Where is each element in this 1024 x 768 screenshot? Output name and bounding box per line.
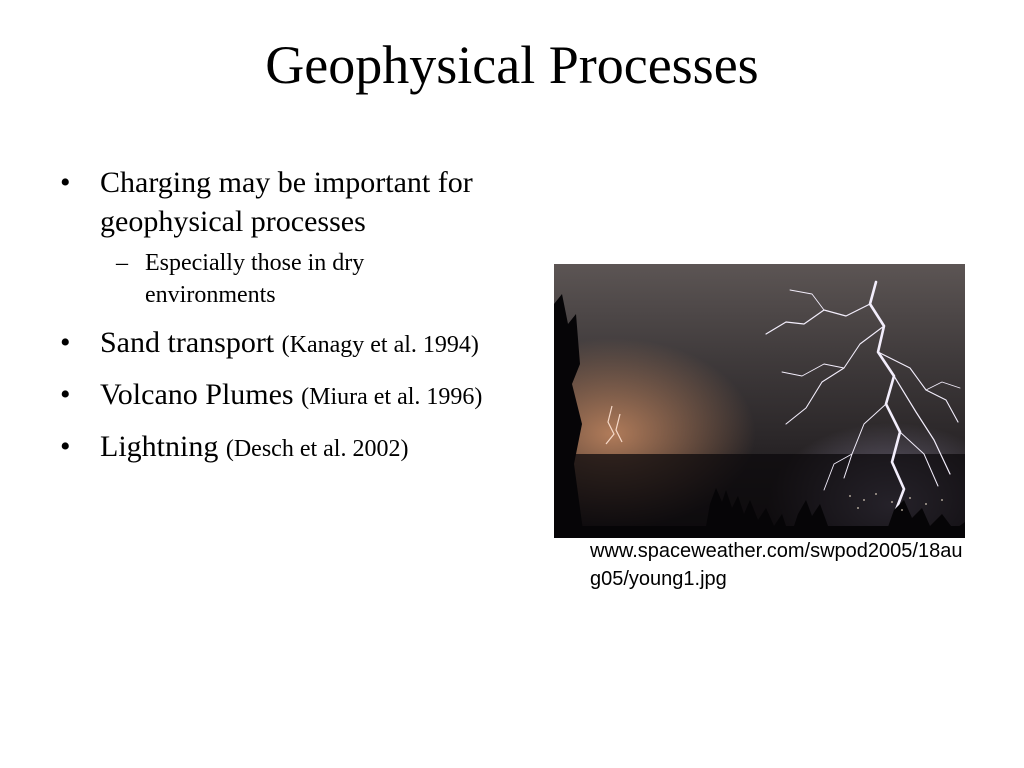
bullet-citation: (Kanagy et al. 1994) bbox=[281, 332, 479, 358]
bullet-dot: • bbox=[60, 430, 71, 463]
bullet-list bbox=[60, 163, 500, 479]
bullet-text: Charging may be important for geophysical processes bbox=[100, 166, 473, 238]
bullet-item bbox=[60, 323, 500, 365]
bullet-dot: • bbox=[60, 326, 71, 359]
sub-bullet-dash: – bbox=[116, 250, 128, 276]
bullet-item bbox=[60, 375, 500, 417]
bullet-dot: • bbox=[60, 378, 71, 411]
lightning-photo bbox=[554, 264, 965, 538]
bullet-text: Lightning bbox=[100, 430, 219, 463]
bullet-text: Volcano Plumes bbox=[100, 378, 294, 411]
bullet-citation: (Desch et al. 2002) bbox=[225, 436, 409, 462]
bullet-item bbox=[60, 163, 500, 241]
bullet-text: Sand transport bbox=[100, 326, 275, 359]
bullet-dot: • bbox=[60, 166, 71, 199]
bullet-citation: (Miura et al. 1996) bbox=[301, 384, 483, 410]
sub-bullet-text: Especially those in dry environments bbox=[145, 250, 365, 308]
image-source-caption: www.spaceweather.com/swpod2005/18aug05/young1.jpg bbox=[590, 540, 963, 590]
bullet-item bbox=[60, 427, 500, 469]
slide-title: Geophysical Processes bbox=[265, 35, 759, 95]
sub-bullet-item bbox=[60, 247, 500, 311]
